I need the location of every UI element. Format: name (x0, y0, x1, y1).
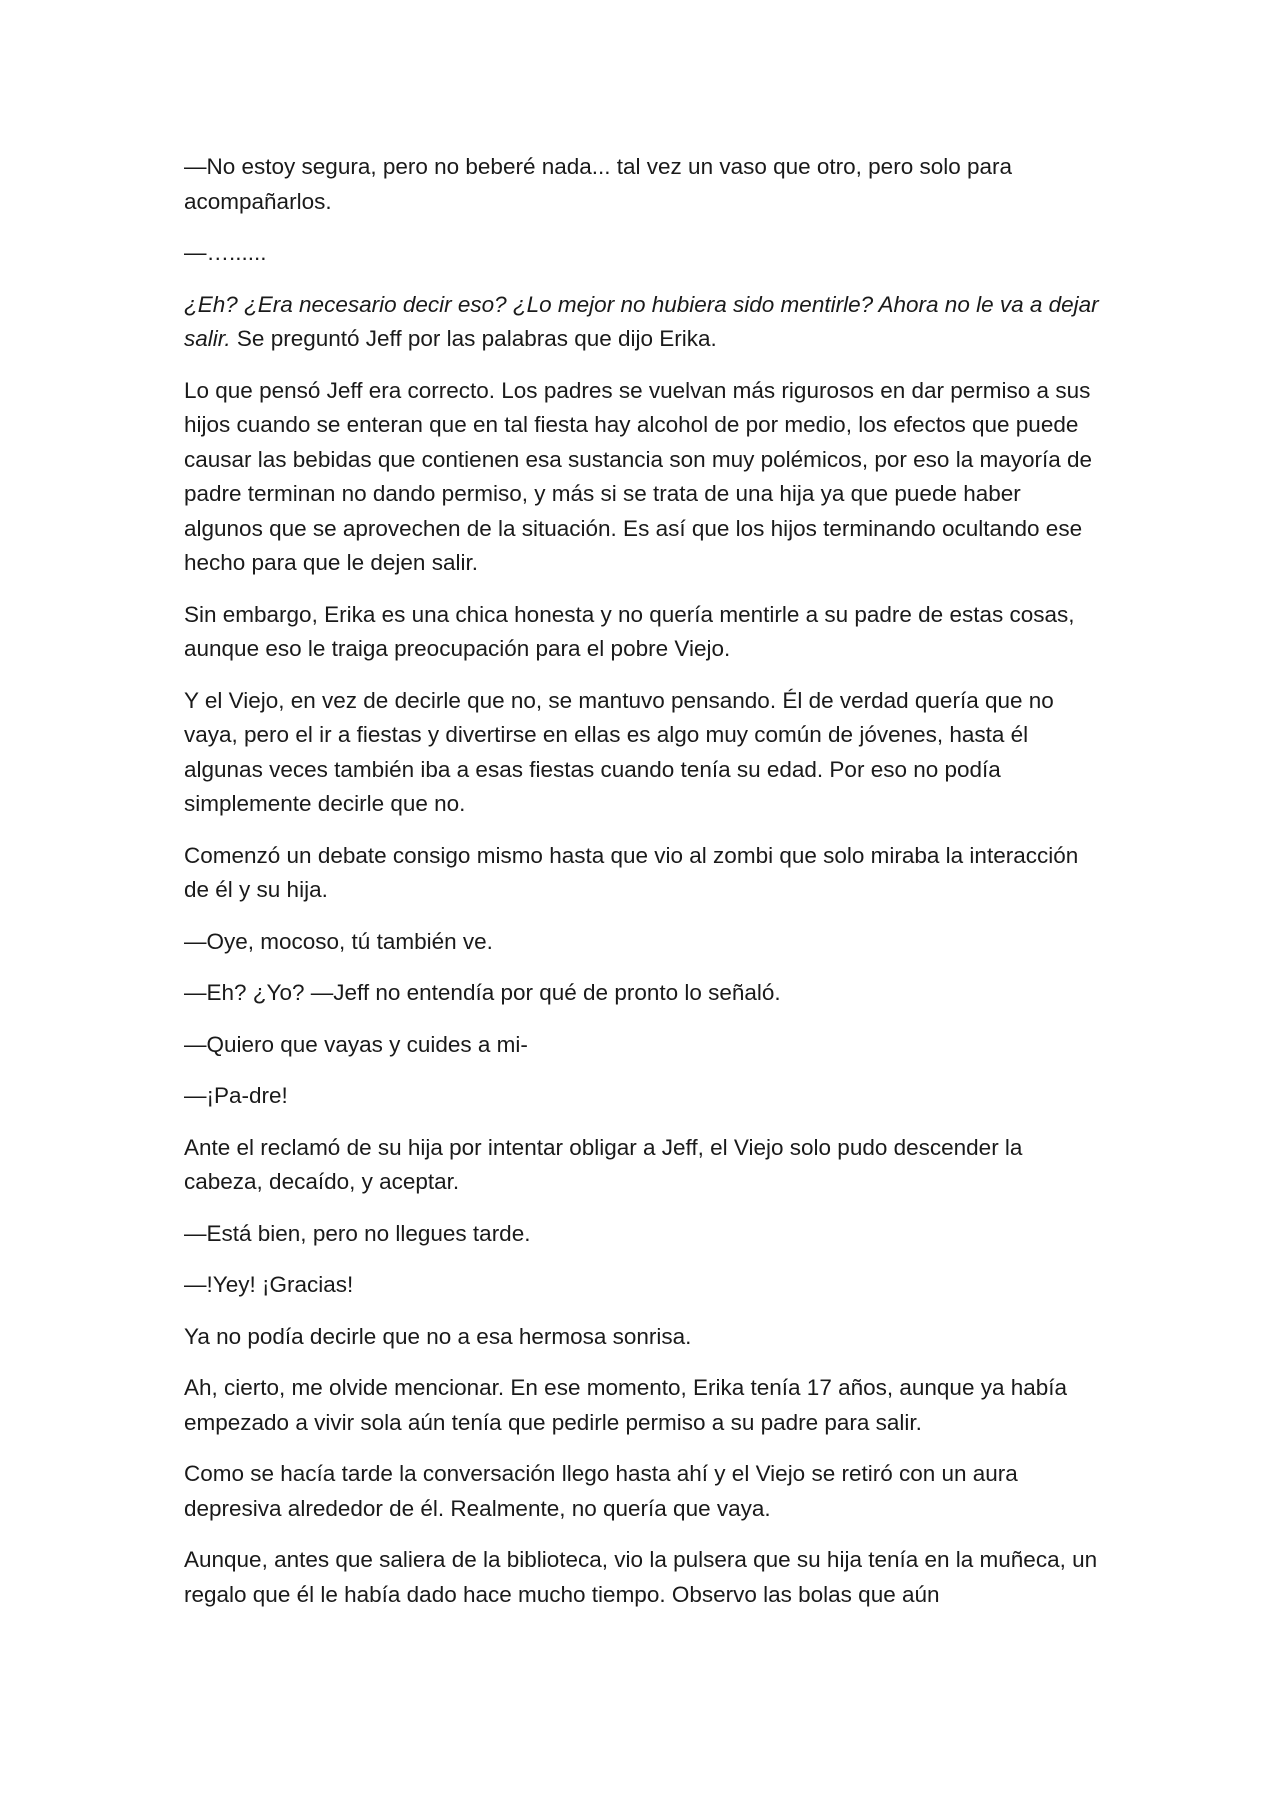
paragraph (184, 1543, 1104, 1612)
paragraph-text: —Quiero que vayas y cuides a mi- (184, 1031, 528, 1057)
paragraph-text: —Eh? ¿Yo? —Jeff no entendía por qué de pronto lo señaló. (184, 980, 781, 1005)
paragraph (184, 925, 1104, 960)
paragraph (184, 976, 1104, 1011)
paragraph-text: Ya no podía decirle que no a esa hermosa sonrisa. (184, 1323, 692, 1349)
paragraph (184, 839, 1104, 908)
paragraph (184, 236, 1104, 271)
paragraph-text: Aunque, antes que saliera de la biblioteca, vio la pulsera que su hija tenía en la muñeca, un regalo que él le había dado hace mucho tiempo. Observo las bolas que aún (184, 1547, 1098, 1607)
paragraph-text: —¡Pa-dre! (184, 1083, 288, 1108)
paragraph-text: —Está bien, pero no llegues tarde. (184, 1220, 531, 1246)
paragraph (184, 1028, 1104, 1063)
paragraph (184, 1217, 1104, 1252)
document-page (184, 150, 1104, 1629)
paragraph-text: Ante el reclamó de su hija por intentar obligar a Jeff, el Viejo solo pudo descender la cabeza, decaído, y aceptar. (184, 1134, 1023, 1194)
paragraph-text: Y el Viejo, en vez de decirle que no, se mantuvo pensando. Él de verdad quería que no vaya, pero el ir a fiestas y divertirse en ellas es algo muy común de jóvenes, hasta él algunas veces también iba a esas fiestas cuando tenía su edad. Por eso no podía simplemente decirle que no. (184, 687, 1054, 816)
paragraph (184, 1320, 1104, 1355)
paragraph (184, 150, 1104, 219)
paragraph-text: Se preguntó Jeff por las palabras que dijo Erika. (230, 326, 717, 351)
paragraph-text: —…...... (184, 240, 267, 265)
paragraph-text: —No estoy segura, pero no beberé nada... tal vez un vaso que otro, pero solo para acompañarlos. (184, 154, 1013, 214)
paragraph (184, 1371, 1104, 1440)
paragraph-text: —Oye, mocoso, tú también ve. (184, 928, 493, 954)
paragraph (184, 1131, 1104, 1200)
paragraph-text: Como se hacía tarde la conversación llego hasta ahí y el Viejo se retiró con un aura depresiva alrededor de él. Realmente, no quería que vaya. (184, 1461, 1018, 1521)
italic-thought-text: ¿Eh? ¿Era necesario decir eso? ¿Lo mejor no hubiera sido mentirle? Ahora no le va a dejar salir. (184, 291, 1099, 351)
paragraph (184, 1457, 1104, 1526)
paragraph-text: Sin embargo, Erika es una chica honesta y no quería mentirle a su padre de estas cosas, aunque eso le traiga preocupación para el pobre Viejo. (184, 601, 1075, 661)
paragraph-text: Comenzó un debate consigo mismo hasta que vio al zombi que solo miraba la interacción de él y su hija. (184, 842, 1079, 902)
paragraph-text: Lo que pensó Jeff era correcto. Los padres se vuelvan más rigurosos en dar permiso a sus hijos cuando se enteran que en tal fiesta hay alcohol de por medio, los efectos que puede causar las bebidas que contienen esa sustancia son muy polémicos, por eso la mayoría de padre terminan no dando permiso, y más si se trata de una hija ya que puede haber algunos que se aprovechen de la situación. Es así que los hijos terminando ocultando ese hecho para que le dejen salir. (184, 377, 1093, 575)
paragraph (184, 598, 1104, 667)
paragraph (184, 288, 1104, 357)
paragraph (184, 374, 1104, 581)
paragraph (184, 1079, 1104, 1114)
paragraph (184, 684, 1104, 822)
paragraph-text: Ah, cierto, me olvide mencionar. En ese momento, Erika tenía 17 años, aunque ya había empezado a vivir sola aún tenía que pedirle permiso a su padre para salir. (184, 1375, 1068, 1435)
paragraph (184, 1268, 1104, 1303)
paragraph-text: —!Yey! ¡Gracias! (184, 1272, 354, 1297)
